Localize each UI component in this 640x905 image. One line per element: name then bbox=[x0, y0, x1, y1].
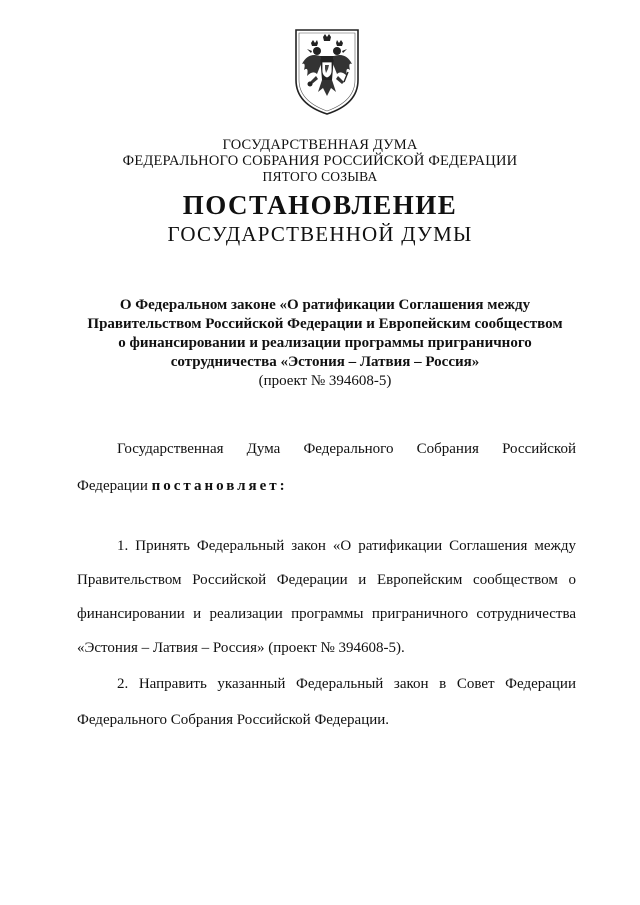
convocation: ПЯТОГО СОЗЫВА bbox=[262, 169, 378, 184]
resolution-subject bbox=[70, 296, 580, 391]
item1-line1: 1. Принять Федеральный закон «О ратификации Соглашения между bbox=[117, 538, 576, 554]
document-title: ПОСТАНОВЛЕНИЕ bbox=[182, 190, 458, 220]
organization-name-line2: ФЕДЕРАЛЬНОГО СОБРАНИЯ РОССИЙСКОЙ ФЕДЕРАЦИИ bbox=[122, 153, 518, 169]
subject-line: о финансировании и реализации программы приграничного bbox=[118, 335, 532, 351]
coat-of-arms-emblem bbox=[290, 24, 364, 116]
item1-line3: финансировании и реализации программы приграничного сотрудничества bbox=[77, 606, 576, 622]
item2-line1: 2. Направить указанный Федеральный закон в Совет Федерации bbox=[117, 676, 576, 692]
subject-line: О Федеральном законе «О ратификации Соглашения между bbox=[119, 297, 531, 313]
item1-line2: Правительством Российской Федерации и Европейским сообществом о bbox=[77, 572, 576, 588]
intro-line2-start: Федерации bbox=[77, 478, 148, 494]
subject-line: сотрудничества «Эстония – Латвия – Россия» bbox=[170, 354, 480, 370]
item2-line2: Федерального Собрания Российской Федерации. bbox=[77, 712, 390, 728]
organization-name-line1: ГОСУДАРСТВЕННАЯ ДУМА bbox=[222, 137, 418, 153]
intro-line1: Государственная Дума Федерального Собрания Российской bbox=[117, 441, 576, 457]
subject-line: Правительством Российской Федерации и Европейским сообществом bbox=[87, 316, 563, 332]
item1-line4: «Эстония – Латвия – Россия» (проект № 394608-5). bbox=[77, 640, 405, 656]
document-subtitle: ГОСУДАРСТВЕННОЙ ДУМЫ bbox=[167, 222, 473, 246]
double-headed-eagle-icon bbox=[290, 24, 364, 116]
resolves-verb: постановляет: bbox=[151, 478, 288, 494]
project-number: (проект № 394608-5) bbox=[258, 373, 392, 389]
intro-line2 bbox=[77, 478, 576, 495]
